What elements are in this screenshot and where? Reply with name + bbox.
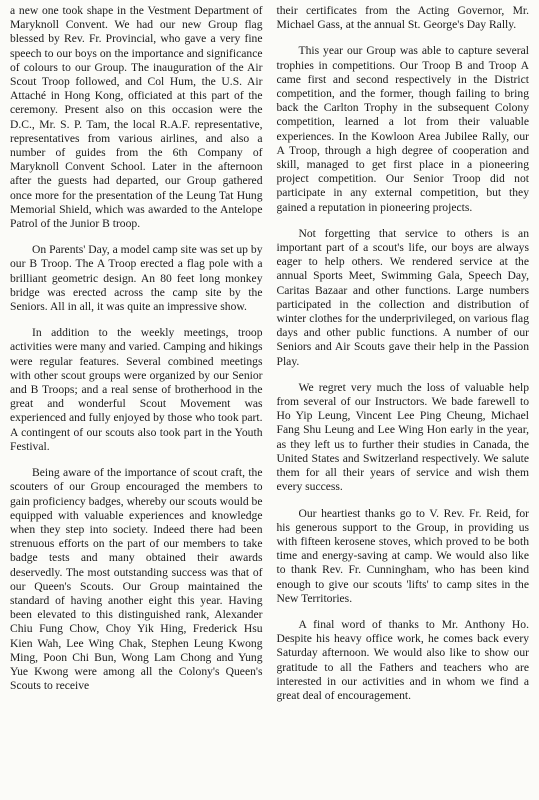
paragraph: Being aware of the importance of scout craft, the scouters of our Group encouraged the members to gain proficiency badges, whereby our scouts would be equipped with valuable experiences and knowledge when they step into society. Indeed there had been strenuous efforts on the part of our members to take badge tests and many obtained their awards deservedly. The most outstanding success was that of our Queen's Scouts. Our Group maintained the standard of having another eight this year. Having been elevated to this distinguished rank, Alexander Chiu Fung Chow, Choy Yik Hing, Frederick Hsu Kien Wah, Lee Wing Chak, Stephen Leung Kwong Ming, Poon Chi Bun, Wong Lam Chong and Yung Yue Kwong were among all the Colony's Queen's Scouts to receive [10,466,263,693]
paragraph: a new one took shape in the Vestment Department of Maryknoll Convent. We had our new Group flag blessed by Rev. Fr. Provincial, who gave a very fine speech to our boys on the importance and significance of colours to our Group. The inauguration of the Air Scout Troop followed, and Col Hum, the U.S. Air Attaché in Hong Kong, officiated at this part of the ceremony. Present also on this occasion were the D.C., Mr. S. P. Tam, the local R.A.F. representative, representatives from various airlines, and also a number of guides from the 6th Company of Maryknoll Convent School. Later in the afternoon after the guests had departed, our Group gathered once more for the presentation of the Leung Tat Hung Memorial Shield, which was awarded to the Antelope Patrol of the Junior B troop. [10,4,263,231]
paragraph: their certificates from the Acting Governor, Mr. Michael Gass, at the annual St. George's Day Rally. [276,4,529,32]
paragraph: On Parents' Day, a model camp site was set up by our B Troop. The A Troop erected a flag pole with a brilliant geometric design. An 80 feet long monkey bridge was erected across the camp site by the Seniors. All in all, it was quite an impressive show. [10,243,263,314]
right-column [277,4,530,800]
paragraph: In addition to the weekly meetings, troop activities were many and varied. Camping and hikings were regular features. Several combined meetings with other scout groups were organized by our Senior and B Troops; and a real sense of brotherhood in the great and wonderful Scout Movement was experienced and fully enjoyed by those who took part. A contingent of our scouts also took part in the Youth Festival. [10,326,263,453]
paragraph: A final word of thanks to Mr. Anthony Ho. Despite his heavy office work, he comes back every Saturday afternoon. We would also like to show our gratitude to all the Fathers and teachers who are interested in our activities and in whom we find a great deal of encouragement. [276,617,529,702]
paragraph: Our heartiest thanks go to V. Rev. Fr. Reid, for his generous support to the Group, in providing us with fifteen kerosene stoves, which proved to be both time and energy-saving at camp. We would also like to thank Rev. Fr. Cunningham, who has been kind enough to give our scouts 'lifts' to camp sites in the New Territories. [276,506,529,605]
left-column [10,4,263,800]
paragraph: We regret very much the loss of valuable help from several of our Instructors. We bade farewell to Ho Yip Leung, Vincent Lee Ping Cheung, Michael Fang Shu Leung and Lee Wing Hon early in the year, as they left us to further their studies in Canada, the United States and Switzerland respectively. We salute them for all their years of service and wish them every success. [276,380,529,494]
paragraph: This year our Group was able to capture several trophies in competitions. Our Troop B and Troop A came first and second respectively in the District competition, and the former, though failing to bring back the Carlton Trophy in the subsequent Colony competition, learned a lot from their valuable experiences. In the Kowloon Area Jubilee Rally, our A Troop, through a high degree of cooperation and skill, managed to get first place in a pioneering project competition. Our Senior Troop did not participate in any external competition, but they gained a reputation in pioneering projects. [276,44,529,214]
paragraph: Not forgetting that service to others is an important part of a scout's life, our boys are always eager to help others. We rendered service at the annual Sports Meet, Swimming Gala, Speech Day, Caritas Bazaar and other functions. Large numbers participated in the collection and distribution of winter clothes for the underprivileged, on various flag days and other public functions. A number of our Seniors and Air Scouts gave their help in the Passion Play. [276,226,529,368]
